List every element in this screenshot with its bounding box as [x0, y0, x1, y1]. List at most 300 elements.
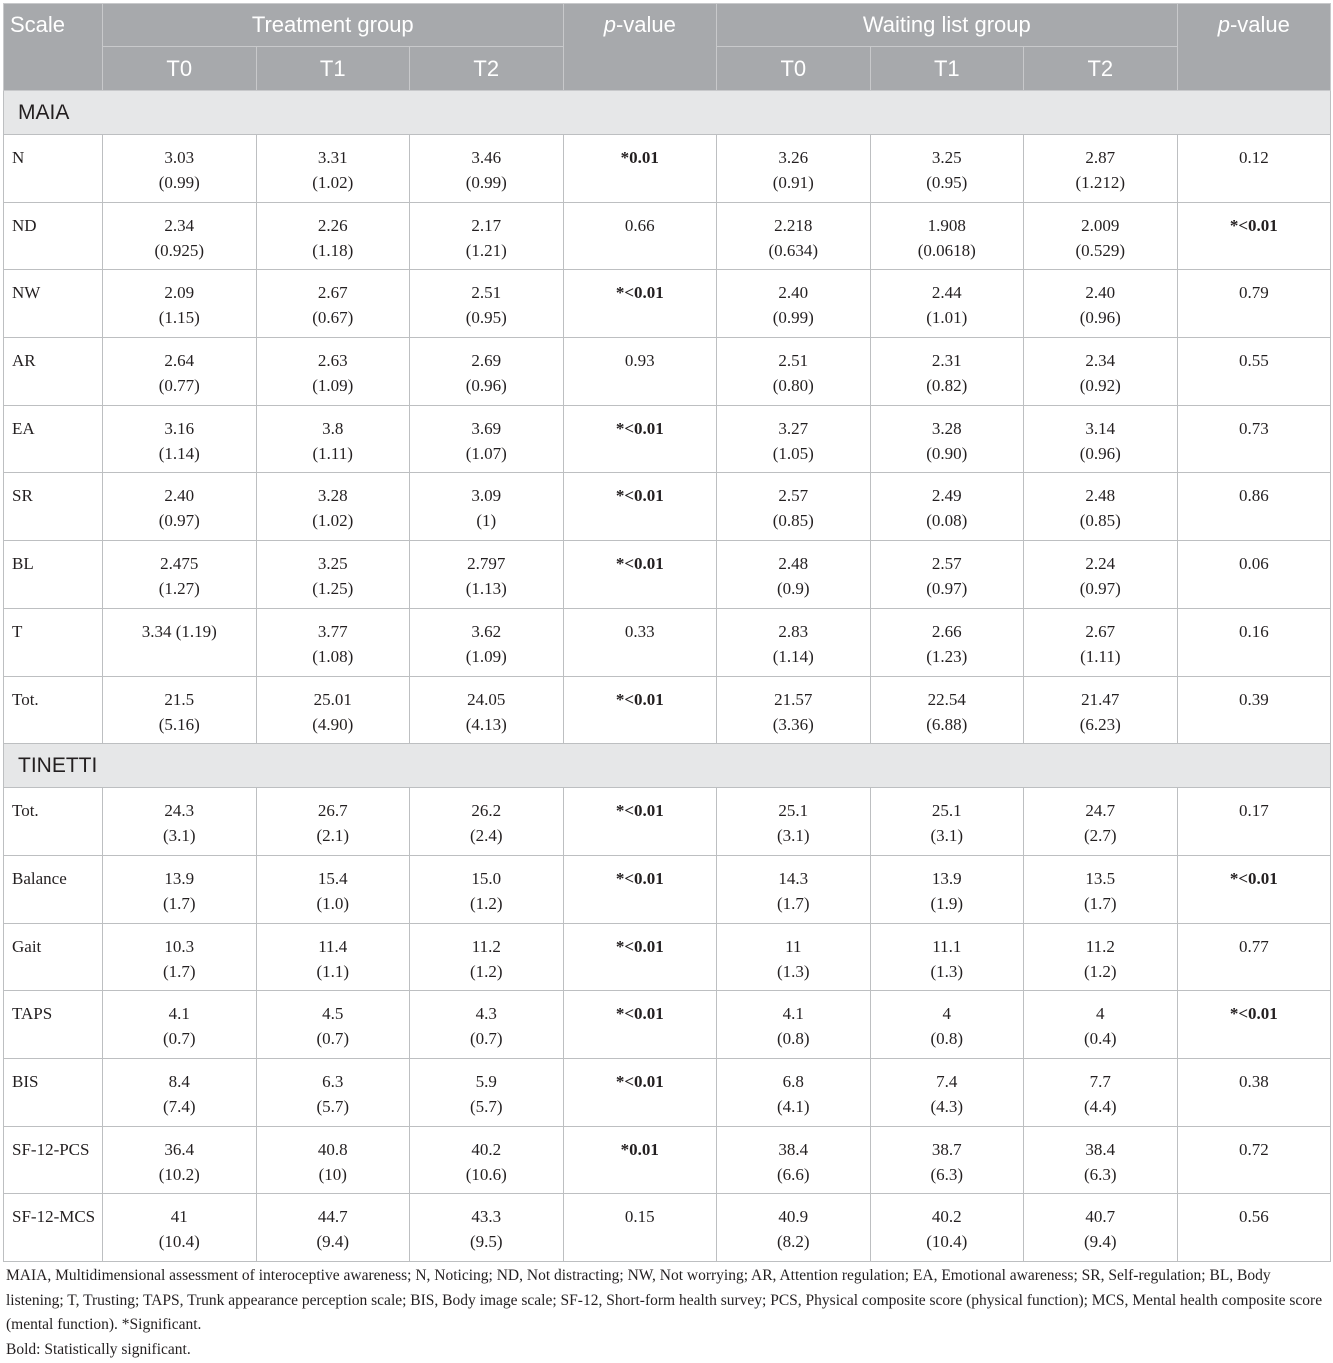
cell-value: *0.01	[620, 1139, 659, 1159]
p-value-cell	[563, 1058, 717, 1126]
table-cell	[870, 1194, 1024, 1262]
table-cell	[717, 338, 871, 406]
table-cell	[1024, 541, 1178, 609]
p-value-cell	[563, 1126, 717, 1194]
table-row	[4, 1194, 1331, 1262]
cell-value: 4	[1096, 1004, 1105, 1024]
cell-sd: (1.11)	[1080, 646, 1121, 666]
table-cell	[410, 541, 564, 609]
section-row	[4, 744, 1331, 788]
cell-value: 0.56	[1238, 1207, 1269, 1227]
cell-sd: (1.3)	[930, 961, 964, 981]
row-label: SR	[4, 473, 103, 541]
cell-value: 3.28	[317, 486, 348, 506]
cell-value: 0.15	[624, 1207, 655, 1227]
cell-value: 2.51	[471, 283, 502, 303]
cell-sd: (0.77)	[158, 376, 200, 396]
cell-value: 2.17	[471, 215, 502, 235]
table-cell	[410, 1058, 564, 1126]
cell-value: *<0.01	[615, 1071, 664, 1091]
cell-sd: (0.92)	[1079, 376, 1121, 396]
cell-value: 2.87	[1085, 148, 1116, 167]
cell-value: 13.9	[931, 868, 962, 888]
cell-sd: (1.05)	[772, 443, 814, 463]
cell-sd: (0.96)	[465, 376, 507, 396]
p-value-cell	[563, 608, 717, 676]
table-cell	[256, 788, 410, 856]
cell-value: 2.40	[778, 283, 809, 303]
cell-value: 15.4	[317, 868, 348, 888]
table-cell	[256, 1126, 410, 1194]
cell-value: 2.44	[931, 283, 962, 303]
row-label: Balance	[4, 855, 103, 923]
p-value-cell	[1177, 202, 1331, 270]
row-label: Gait	[4, 923, 103, 991]
cell-sd: (5.7)	[316, 1096, 350, 1116]
cell-value: 3.14	[1085, 418, 1116, 438]
table-cell	[256, 541, 410, 609]
cell-value: *<0.01	[615, 1004, 664, 1024]
table-cell	[1024, 135, 1178, 203]
scale-header: Scale	[4, 4, 103, 91]
table-cell	[717, 405, 871, 473]
cell-value: 24.7	[1085, 801, 1116, 821]
p-value-cell	[563, 270, 717, 338]
p-value-cell	[1177, 405, 1331, 473]
p-value-cell	[563, 405, 717, 473]
cell-value: 3.25	[317, 554, 348, 574]
table-cell	[256, 135, 410, 203]
cell-sd: (0.99)	[158, 173, 200, 192]
cell-sd: (1.23)	[926, 646, 968, 666]
cell-sd: (2.1)	[316, 826, 350, 846]
cell-sd: (0.9)	[776, 579, 810, 599]
cell-value: *<0.01	[615, 689, 664, 709]
row-label: TAPS	[4, 991, 103, 1059]
table-cell	[103, 788, 257, 856]
table-cell	[717, 1126, 871, 1194]
p-value-cell	[1177, 473, 1331, 541]
cell-value: 2.40	[164, 486, 195, 506]
cell-sd: (0.96)	[1079, 443, 1121, 463]
table-cell	[1024, 608, 1178, 676]
cell-value: 4.1	[782, 1004, 804, 1024]
table-cell	[103, 473, 257, 541]
cell-value: 2.48	[1085, 486, 1116, 506]
cell-value: 21.47	[1081, 689, 1120, 709]
cell-value: 0.39	[1238, 689, 1269, 709]
table-cell	[1024, 473, 1178, 541]
cell-sd: (1.27)	[158, 579, 200, 599]
cell-value: 2.475	[160, 554, 199, 574]
table-cell	[870, 135, 1024, 203]
p-value-cell	[1177, 991, 1331, 1059]
table-cell	[103, 991, 257, 1059]
cell-sd: (6.88)	[926, 714, 968, 734]
cell-sd: (0.0618)	[917, 240, 976, 260]
cell-value: *<0.01	[615, 554, 664, 574]
table-cell	[1024, 1126, 1178, 1194]
table-cell	[410, 473, 564, 541]
table-cell	[103, 923, 257, 991]
row-label: NW	[4, 270, 103, 338]
table-cell	[410, 788, 564, 856]
table-cell	[410, 202, 564, 270]
table-row	[4, 405, 1331, 473]
cell-value: 0.38	[1238, 1071, 1269, 1091]
p-value-cell	[1177, 1126, 1331, 1194]
cell-value: 11.1	[932, 936, 962, 956]
cell-sd: (1.09)	[312, 376, 354, 396]
cell-value: *<0.01	[615, 868, 664, 888]
cell-sd: (0.7)	[469, 1029, 503, 1049]
section-row	[4, 91, 1331, 135]
cell-value: 40.9	[778, 1207, 809, 1227]
cell-value: 3.46	[471, 148, 502, 167]
cell-value: 2.34	[1085, 351, 1116, 371]
cell-value: 0.77	[1238, 936, 1269, 956]
cell-value: 2.797	[467, 554, 506, 574]
table-cell	[1024, 270, 1178, 338]
cell-value: 4	[942, 1004, 952, 1024]
cell-value: 3.09	[471, 486, 502, 506]
cell-value: 8.4	[168, 1071, 190, 1091]
cell-value: 26.7	[317, 801, 348, 821]
cell-sd: (4.3)	[930, 1096, 964, 1116]
cell-value: 0.86	[1238, 486, 1269, 506]
p-value-cell	[563, 541, 717, 609]
cell-value: 4.5	[322, 1004, 344, 1024]
cell-sd: (1.3)	[776, 961, 810, 981]
cell-sd: (0.97)	[1079, 579, 1121, 599]
cell-value: 7.7	[1089, 1071, 1111, 1091]
cell-sd: (9.5)	[469, 1232, 503, 1252]
table-cell	[1024, 1058, 1178, 1126]
table-row	[4, 338, 1331, 406]
table-cell	[1024, 676, 1178, 744]
cell-sd: (3.1)	[776, 826, 810, 846]
cell-value: 13.9	[164, 868, 195, 888]
table-cell	[410, 991, 564, 1059]
cell-sd: (0.97)	[926, 579, 968, 599]
cell-sd: (1.7)	[162, 893, 196, 913]
cell-sd: (0.634)	[768, 240, 819, 260]
table-cell	[103, 202, 257, 270]
p-value-cell	[1177, 608, 1331, 676]
table-cell	[717, 788, 871, 856]
cell-sd: (0.529)	[1075, 240, 1126, 260]
table-cell	[717, 1194, 871, 1262]
table-cell	[256, 923, 410, 991]
cell-value: 3.8	[322, 418, 344, 438]
cell-value: 2.34	[164, 215, 195, 235]
p-value-cell	[563, 923, 717, 991]
table-cell	[717, 541, 871, 609]
table-row	[4, 202, 1331, 270]
table-cell	[870, 676, 1024, 744]
p-value-cell	[563, 788, 717, 856]
table-cell	[103, 270, 257, 338]
row-label: ND	[4, 202, 103, 270]
table-cell	[103, 855, 257, 923]
table-body	[4, 91, 1331, 1262]
table-cell	[103, 135, 257, 203]
cell-sd: (0.7)	[162, 1029, 196, 1049]
table-cell	[410, 1194, 564, 1262]
table-cell	[410, 135, 564, 203]
table-cell	[103, 608, 257, 676]
cell-sd: (1.212)	[1075, 173, 1126, 192]
cell-sd: (0.82)	[926, 376, 968, 396]
table-row	[4, 1058, 1331, 1126]
cell-sd: (2.7)	[1084, 826, 1117, 846]
table-cell	[870, 788, 1024, 856]
cell-value: 0.72	[1238, 1139, 1269, 1159]
cell-sd: (1.7)	[1084, 893, 1117, 913]
table-row	[4, 676, 1331, 744]
cell-sd: (1.18)	[312, 240, 354, 260]
table-cell	[103, 676, 257, 744]
cell-value: 0.79	[1238, 283, 1269, 303]
p-value-cell	[1177, 855, 1331, 923]
cell-value: 25.1	[931, 801, 962, 821]
table-cell	[717, 1058, 871, 1126]
cell-sd: (3.1)	[162, 826, 196, 846]
table-cell	[870, 991, 1024, 1059]
cell-sd: (9.4)	[316, 1232, 350, 1252]
table-cell	[410, 405, 564, 473]
cell-value: *<0.01	[615, 801, 664, 821]
treatment-t0-header: T0	[103, 47, 257, 91]
cell-value: 2.51	[778, 351, 809, 371]
waiting-group-header: Waiting list group	[717, 4, 1178, 47]
cell-value: 0.66	[624, 215, 655, 235]
table-cell	[103, 338, 257, 406]
p-value-cell	[563, 991, 717, 1059]
cell-value: *<0.01	[1229, 1004, 1278, 1024]
cell-sd: (0.96)	[1079, 308, 1121, 328]
row-label: T	[4, 608, 103, 676]
cell-value: 15.0	[471, 868, 502, 888]
table-cell	[717, 991, 871, 1059]
row-label: Tot.	[4, 676, 103, 744]
cell-sd: (3.36)	[772, 714, 814, 734]
cell-value: 41	[170, 1207, 188, 1227]
cell-sd: (0.08)	[926, 511, 968, 531]
cell-value: *<0.01	[615, 283, 664, 303]
table-cell	[1024, 991, 1178, 1059]
row-label: Tot.	[4, 788, 103, 856]
cell-value: 2.57	[931, 554, 962, 574]
cell-sd: (0.7)	[316, 1029, 350, 1049]
cell-sd: (1.1)	[316, 961, 350, 981]
p-value-cell	[1177, 338, 1331, 406]
cell-sd: (1.11)	[312, 443, 353, 463]
cell-sd: (0.97)	[158, 511, 200, 531]
table-cell	[717, 855, 871, 923]
table-cell	[410, 676, 564, 744]
table-cell	[410, 923, 564, 991]
cell-value: *<0.01	[1229, 868, 1278, 888]
cell-sd: (0.8)	[930, 1029, 964, 1049]
cell-sd: (1.2)	[469, 893, 503, 913]
table-row	[4, 923, 1331, 991]
cell-value: 0.93	[624, 351, 655, 371]
cell-sd: (6.23)	[1079, 714, 1121, 734]
table-row	[4, 541, 1331, 609]
cell-value: 0.17	[1238, 801, 1269, 821]
table-cell	[717, 923, 871, 991]
cell-value: 0.06	[1238, 554, 1269, 574]
table-cell	[870, 270, 1024, 338]
table-cell	[870, 202, 1024, 270]
cell-sd: (1.15)	[158, 308, 200, 328]
cell-value: 38.4	[1085, 1139, 1116, 1159]
cell-value: 2.40	[1085, 283, 1116, 303]
cell-sd: (10.4)	[158, 1232, 200, 1252]
cell-value: 3.26	[778, 148, 809, 167]
p-value-cell	[563, 338, 717, 406]
table-cell	[256, 608, 410, 676]
cell-value: 3.16	[164, 418, 195, 438]
cell-value: 2.218	[774, 215, 813, 235]
cell-value: *<0.01	[615, 418, 664, 438]
table-cell	[103, 1194, 257, 1262]
cell-value: 4.1	[168, 1004, 190, 1024]
cell-sd: (6.3)	[930, 1164, 964, 1184]
cell-sd: (1.9)	[930, 893, 964, 913]
table-header	[4, 4, 1331, 91]
cell-sd: (0.80)	[772, 376, 814, 396]
table-cell	[256, 202, 410, 270]
cell-sd: (0.91)	[772, 173, 814, 192]
cell-sd: (0.925)	[154, 240, 205, 260]
cell-value: 7.4	[936, 1071, 958, 1091]
table-cell	[1024, 338, 1178, 406]
cell-value: 0.12	[1238, 148, 1269, 167]
table-cell	[870, 405, 1024, 473]
table-row	[4, 855, 1331, 923]
cell-sd: (1.08)	[312, 646, 354, 666]
table-cell	[103, 541, 257, 609]
cell-value: 0.73	[1238, 418, 1269, 438]
table-cell	[103, 405, 257, 473]
cell-sd: (1.07)	[465, 443, 507, 463]
table-cell	[256, 405, 410, 473]
cell-sd: (6.3)	[1084, 1164, 1117, 1184]
cell-value: 43.3	[471, 1207, 502, 1227]
cell-value: 24.05	[467, 689, 506, 709]
table-cell	[103, 1126, 257, 1194]
cell-sd: (1.02)	[312, 511, 354, 531]
cell-value: 5.9	[475, 1071, 497, 1091]
cell-value: 44.7	[317, 1207, 348, 1227]
row-label: SF-12-PCS	[4, 1126, 103, 1194]
cell-sd: (10.6)	[465, 1164, 507, 1184]
cell-value: 40.2	[471, 1139, 502, 1159]
cell-value: 14.3	[778, 868, 809, 888]
cell-value: *<0.01	[615, 486, 664, 506]
cell-sd: (7.4)	[162, 1096, 196, 1116]
cell-sd: (10.2)	[158, 1164, 200, 1184]
cell-sd: (1.2)	[1084, 961, 1117, 981]
cell-value: 40.2	[931, 1207, 962, 1227]
cell-value: 6.3	[322, 1071, 344, 1091]
cell-value: 22.54	[927, 689, 966, 709]
table-row	[4, 135, 1331, 203]
cell-value: 3.28	[931, 418, 962, 438]
cell-sd: (0.85)	[772, 511, 814, 531]
cell-sd: (1.01)	[926, 308, 968, 328]
table-cell	[256, 676, 410, 744]
row-label: AR	[4, 338, 103, 406]
treatment-group-header: Treatment group	[103, 4, 564, 47]
cell-value: 38.7	[931, 1139, 962, 1159]
cell-value: 11.2	[1085, 936, 1115, 956]
table-cell	[256, 855, 410, 923]
table-cell	[870, 338, 1024, 406]
cell-value: 10.3	[164, 936, 195, 956]
table-cell	[1024, 855, 1178, 923]
cell-value: 26.2	[471, 801, 502, 821]
cell-value: 2.49	[931, 486, 962, 506]
cell-sd: (0.67)	[312, 308, 354, 328]
cell-value: 21.57	[774, 689, 813, 709]
cell-sd: (9.4)	[1084, 1232, 1117, 1252]
cell-sd: (1.7)	[776, 893, 810, 913]
table-cell	[870, 1058, 1024, 1126]
cell-sd: (1.0)	[316, 893, 350, 913]
p-value-cell	[1177, 1194, 1331, 1262]
cell-sd: (2.4)	[469, 826, 503, 846]
cell-value: 3.69	[471, 418, 502, 438]
cell-sd: (5.7)	[469, 1096, 503, 1116]
table-row	[4, 788, 1331, 856]
cell-value: 36.4	[164, 1139, 195, 1159]
cell-sd: (0.99)	[465, 173, 507, 192]
table-cell	[1024, 788, 1178, 856]
cell-sd: (4.13)	[465, 714, 507, 734]
cell-value: 21.5	[164, 689, 195, 709]
row-label: BIS	[4, 1058, 103, 1126]
table-cell	[256, 270, 410, 338]
cell-value: 11	[785, 936, 802, 956]
cell-value: 40.7	[1085, 1207, 1116, 1227]
abbreviations-note: MAIA, Multidimensional assessment of interoceptive awareness; N, Noticing; ND, Not distracting; NW, Not worrying; AR, Attention regulation; EA, Emotional awareness; SR, Self-regulation; BL, Body listening; T, Trusting; TAPS, Trunk appearance perception scale; BIS, Body image scale; SF-12, Short-form health survey; PCS, Physical composite score (physical function); MCS, Mental health composite score (mental function). *Significant.	[6, 1267, 1323, 1333]
cell-sd: (0.95)	[926, 173, 968, 192]
p-value-cell	[563, 855, 717, 923]
table-cell	[410, 608, 564, 676]
table-cell	[256, 1194, 410, 1262]
cell-sd: (1.2)	[469, 961, 503, 981]
table-cell	[717, 608, 871, 676]
cell-value: *<0.01	[1229, 215, 1278, 235]
cell-sd: (1.14)	[158, 443, 200, 463]
treatment-t1-header: T1	[256, 47, 410, 91]
cell-value: 2.67	[317, 283, 348, 303]
table-cell	[256, 1058, 410, 1126]
table-cell	[256, 338, 410, 406]
cell-value: 3.34 (1.19)	[141, 621, 217, 641]
cell-value: 2.09	[164, 283, 195, 303]
p-value-cell	[1177, 923, 1331, 991]
cell-value: 2.26	[317, 215, 348, 235]
cell-value: 2.57	[778, 486, 809, 506]
cell-value: 11.4	[318, 936, 348, 956]
p-value-cell	[563, 1194, 717, 1262]
cell-value: *0.01	[620, 148, 659, 167]
p-value-cell	[563, 135, 717, 203]
